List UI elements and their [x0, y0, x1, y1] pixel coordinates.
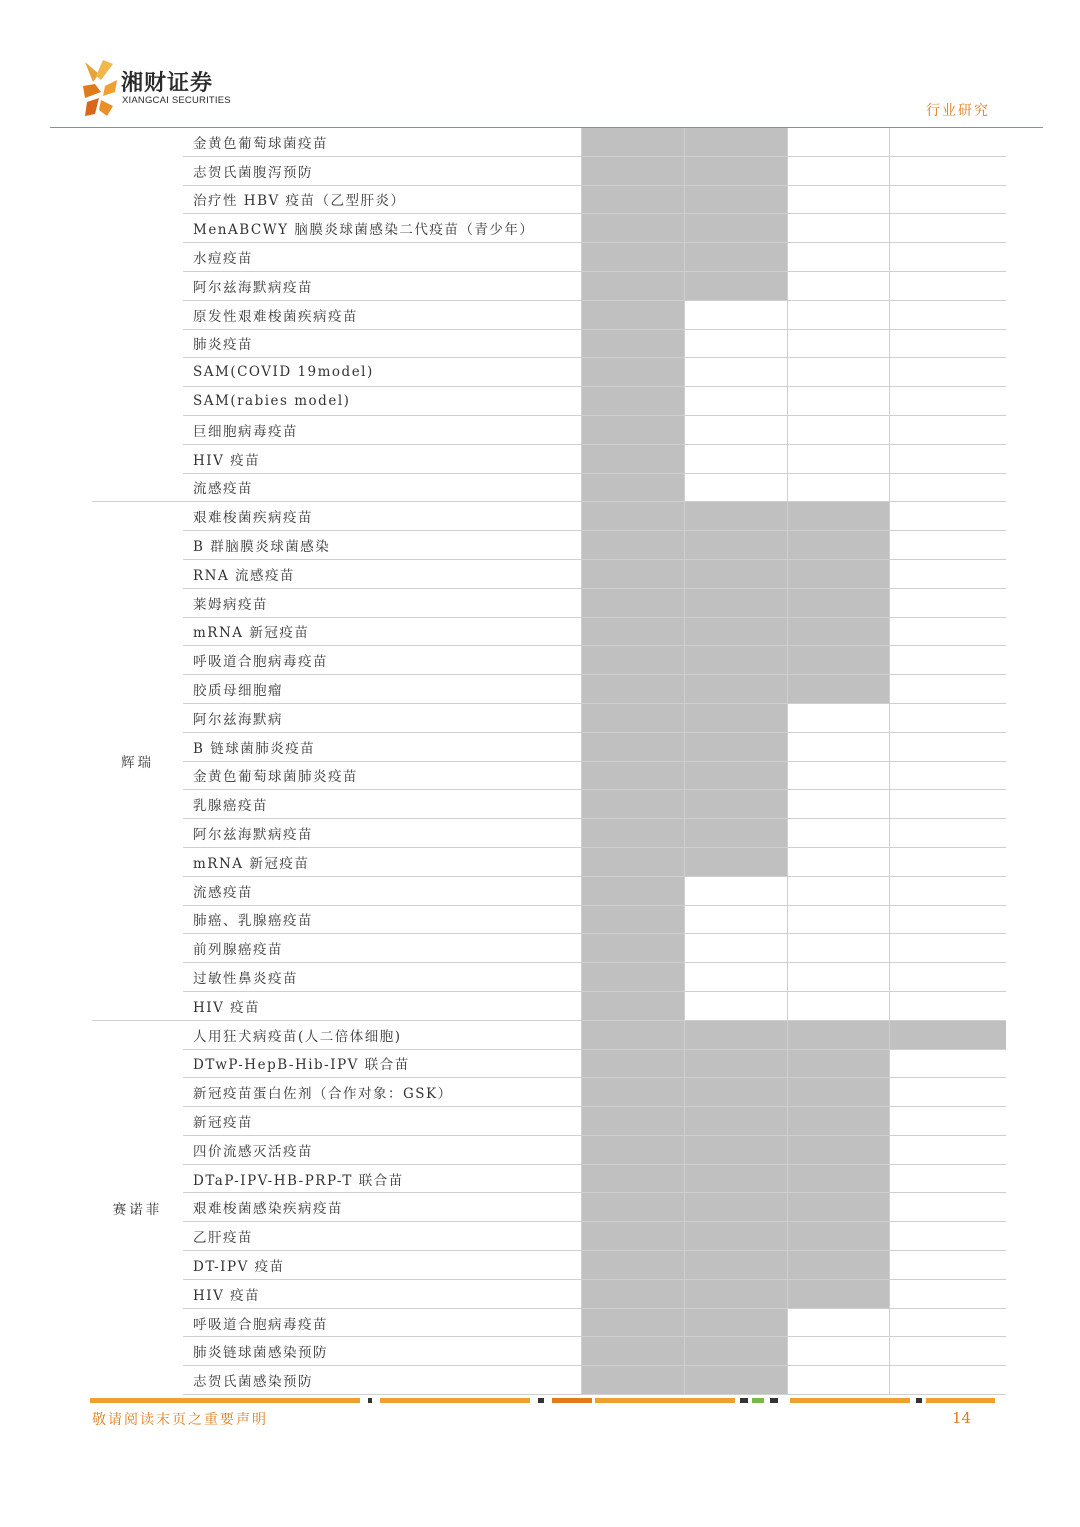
vaccine-name-cell: 乙肝疫苗 [183, 1222, 581, 1251]
vaccine-name-cell: 前列腺癌疫苗 [183, 934, 581, 963]
table-row [92, 1020, 1006, 1049]
stage-cell-3 [787, 905, 889, 934]
stage-cell-1 [581, 703, 684, 732]
vaccine-name-cell: 莱姆病疫苗 [183, 588, 581, 617]
footer-decorative-bar [90, 1398, 995, 1403]
stage-cell-3 [787, 1078, 889, 1107]
vaccine-name-cell: 过敏性鼻炎疫苗 [183, 963, 581, 992]
stage-cell-3 [787, 271, 889, 300]
stage-cell-2 [684, 329, 787, 358]
stage-cell-2 [684, 1222, 787, 1251]
stage-cell-2 [684, 185, 787, 214]
table-row [92, 300, 1006, 329]
vaccine-name-cell: DTwP-HepB-Hib-IPV 联合苗 [183, 1049, 581, 1078]
stage-cell-3 [787, 1279, 889, 1308]
table-row [92, 415, 1006, 444]
xiangcai-logo-icon [83, 58, 119, 118]
vaccine-name-cell: 治疗性 HBV 疫苗（乙型肝炎） [183, 185, 581, 214]
stage-cell-2 [684, 243, 787, 272]
stage-cell-4 [889, 1308, 1006, 1337]
table-row [92, 358, 1006, 387]
stage-cell-3 [787, 703, 889, 732]
logo-text-en: XIANGCAI SECURITIES [122, 95, 231, 106]
stage-cell-2 [684, 1337, 787, 1366]
stage-cell-1 [581, 559, 684, 588]
stage-cell-1 [581, 1135, 684, 1164]
stage-cell-3 [787, 559, 889, 588]
stage-cell-2 [684, 1366, 787, 1395]
stage-cell-1 [581, 444, 684, 473]
stage-cell-1 [581, 156, 684, 185]
table-row [92, 559, 1006, 588]
stage-cell-3 [787, 790, 889, 819]
footer-disclaimer: 敬请阅读末页之重要声明 [92, 1412, 268, 1428]
stage-cell-1 [581, 185, 684, 214]
vaccine-name-cell: 肺炎链球菌感染预防 [183, 1337, 581, 1366]
stage-cell-2 [684, 214, 787, 243]
stage-cell-3 [787, 531, 889, 560]
stage-cell-3 [787, 1308, 889, 1337]
stage-cell-4 [889, 415, 1006, 444]
stage-cell-3 [787, 934, 889, 963]
stage-cell-1 [581, 1049, 684, 1078]
company-cell: 辉瑞 [92, 502, 183, 1020]
table-row [92, 963, 1006, 992]
logo [83, 58, 233, 118]
vaccine-name-cell: RNA 流感疫苗 [183, 559, 581, 588]
stage-cell-1 [581, 1164, 684, 1193]
stage-cell-2 [684, 876, 787, 905]
stage-cell-4 [889, 646, 1006, 675]
stage-cell-2 [684, 1164, 787, 1193]
table-row [92, 675, 1006, 704]
stage-cell-2 [684, 1135, 787, 1164]
stage-cell-4 [889, 1078, 1006, 1107]
stage-cell-1 [581, 1107, 684, 1136]
stage-cell-3 [787, 963, 889, 992]
stage-cell-3 [787, 732, 889, 761]
vaccine-name-cell: 呼吸道合胞病毒疫苗 [183, 646, 581, 675]
stage-cell-3 [787, 1049, 889, 1078]
stage-cell-4 [889, 156, 1006, 185]
vaccine-name-cell: 原发性艰难梭菌疾病疫苗 [183, 300, 581, 329]
stage-cell-1 [581, 473, 684, 502]
table-row [92, 271, 1006, 300]
stage-cell-2 [684, 1251, 787, 1280]
vaccine-name-cell: 水痘疫苗 [183, 243, 581, 272]
stage-cell-3 [787, 1337, 889, 1366]
table-row [92, 329, 1006, 358]
stage-cell-1 [581, 1308, 684, 1337]
table-row [92, 1222, 1006, 1251]
stage-cell-2 [684, 156, 787, 185]
company-cell [92, 128, 183, 502]
table-row [92, 876, 1006, 905]
stage-cell-2 [684, 531, 787, 560]
vaccine-name-cell: 新冠疫苗 [183, 1107, 581, 1136]
vaccine-name-cell: 乳腺癌疫苗 [183, 790, 581, 819]
stage-cell-2 [684, 415, 787, 444]
stage-cell-2 [684, 905, 787, 934]
stage-cell-4 [889, 732, 1006, 761]
table-row [92, 819, 1006, 848]
vaccine-name-cell: 肺炎疫苗 [183, 329, 581, 358]
stage-cell-1 [581, 300, 684, 329]
stage-cell-1 [581, 415, 684, 444]
stage-cell-1 [581, 329, 684, 358]
stage-cell-3 [787, 214, 889, 243]
vaccine-name-cell: 阿尔兹海默病疫苗 [183, 819, 581, 848]
stage-cell-4 [889, 1193, 1006, 1222]
vaccine-pipeline-table [92, 128, 1006, 1395]
stage-cell-3 [787, 387, 889, 416]
stage-cell-2 [684, 271, 787, 300]
stage-cell-4 [889, 559, 1006, 588]
stage-cell-4 [889, 502, 1006, 531]
stage-cell-1 [581, 646, 684, 675]
stage-cell-4 [889, 819, 1006, 848]
stage-cell-4 [889, 617, 1006, 646]
table-row [92, 1107, 1006, 1136]
stage-cell-2 [684, 732, 787, 761]
stage-cell-4 [889, 934, 1006, 963]
stage-cell-2 [684, 819, 787, 848]
vaccine-name-cell: 艰难梭菌疾病疫苗 [183, 502, 581, 531]
stage-cell-3 [787, 243, 889, 272]
vaccine-name-cell: SAM(rabies model) [183, 387, 581, 416]
stage-cell-2 [684, 128, 787, 156]
vaccine-name-cell: HIV 疫苗 [183, 444, 581, 473]
stage-cell-1 [581, 819, 684, 848]
stage-cell-2 [684, 444, 787, 473]
stage-cell-3 [787, 1366, 889, 1395]
stage-cell-2 [684, 559, 787, 588]
stage-cell-1 [581, 790, 684, 819]
stage-cell-3 [787, 185, 889, 214]
stage-cell-3 [787, 1164, 889, 1193]
stage-cell-4 [889, 703, 1006, 732]
stage-cell-4 [889, 905, 1006, 934]
stage-cell-2 [684, 617, 787, 646]
table-row [92, 905, 1006, 934]
stage-cell-2 [684, 934, 787, 963]
stage-cell-4 [889, 761, 1006, 790]
vaccine-name-cell: 肺癌、乳腺癌疫苗 [183, 905, 581, 934]
stage-cell-1 [581, 531, 684, 560]
vaccine-name-cell: 阿尔兹海默病疫苗 [183, 271, 581, 300]
table-row [92, 387, 1006, 416]
stage-cell-3 [787, 876, 889, 905]
stage-cell-1 [581, 128, 684, 156]
vaccine-name-cell: mRNA 新冠疫苗 [183, 617, 581, 646]
table-row [92, 473, 1006, 502]
stage-cell-4 [889, 185, 1006, 214]
stage-cell-2 [684, 761, 787, 790]
vaccine-name-cell: 志贺氏菌感染预防 [183, 1366, 581, 1395]
stage-cell-2 [684, 1193, 787, 1222]
stage-cell-4 [889, 991, 1006, 1020]
table-row [92, 703, 1006, 732]
table-row [92, 185, 1006, 214]
vaccine-name-cell: HIV 疫苗 [183, 991, 581, 1020]
stage-cell-2 [684, 1078, 787, 1107]
section-label: 行业研究 [926, 103, 990, 119]
table-row [92, 531, 1006, 560]
stage-cell-1 [581, 1337, 684, 1366]
stage-cell-3 [787, 761, 889, 790]
table-row [92, 1337, 1006, 1366]
stage-cell-4 [889, 271, 1006, 300]
page-number: 14 [952, 1409, 972, 1427]
stage-cell-1 [581, 387, 684, 416]
stage-cell-1 [581, 1193, 684, 1222]
stage-cell-3 [787, 1107, 889, 1136]
stage-cell-2 [684, 588, 787, 617]
table-row [92, 1366, 1006, 1395]
vaccine-name-cell: SAM(COVID 19model) [183, 358, 581, 387]
stage-cell-3 [787, 1251, 889, 1280]
table-row [92, 646, 1006, 675]
stage-cell-1 [581, 675, 684, 704]
vaccine-name-cell: 巨细胞病毒疫苗 [183, 415, 581, 444]
vaccine-name-cell: 志贺氏菌腹泻预防 [183, 156, 581, 185]
stage-cell-1 [581, 1020, 684, 1049]
stage-cell-1 [581, 1366, 684, 1395]
stage-cell-3 [787, 502, 889, 531]
table-row [92, 128, 1006, 156]
stage-cell-3 [787, 588, 889, 617]
stage-cell-4 [889, 300, 1006, 329]
stage-cell-4 [889, 128, 1006, 156]
vaccine-name-cell: 流感疫苗 [183, 473, 581, 502]
stage-cell-1 [581, 732, 684, 761]
stage-cell-2 [684, 1107, 787, 1136]
stage-cell-2 [684, 991, 787, 1020]
stage-cell-1 [581, 1222, 684, 1251]
stage-cell-2 [684, 675, 787, 704]
stage-cell-4 [889, 1049, 1006, 1078]
stage-cell-4 [889, 1107, 1006, 1136]
stage-cell-4 [889, 1135, 1006, 1164]
stage-cell-4 [889, 1251, 1006, 1280]
stage-cell-3 [787, 329, 889, 358]
stage-cell-4 [889, 588, 1006, 617]
vaccine-name-cell: 胶质母细胞瘤 [183, 675, 581, 704]
stage-cell-4 [889, 531, 1006, 560]
stage-cell-3 [787, 473, 889, 502]
table-row [92, 1251, 1006, 1280]
vaccine-name-cell: 人用狂犬病疫苗(人二倍体细胞) [183, 1020, 581, 1049]
stage-cell-4 [889, 1366, 1006, 1395]
table-row [92, 1078, 1006, 1107]
table-row [92, 617, 1006, 646]
table-row [92, 991, 1006, 1020]
stage-cell-4 [889, 876, 1006, 905]
stage-cell-1 [581, 1279, 684, 1308]
stage-cell-2 [684, 300, 787, 329]
stage-cell-1 [581, 934, 684, 963]
stage-cell-2 [684, 358, 787, 387]
table-row [92, 502, 1006, 531]
stage-cell-1 [581, 588, 684, 617]
vaccine-name-cell: 四价流感灭活疫苗 [183, 1135, 581, 1164]
table-row [92, 1135, 1006, 1164]
stage-cell-2 [684, 646, 787, 675]
stage-cell-3 [787, 819, 889, 848]
stage-cell-2 [684, 790, 787, 819]
table-row [92, 1193, 1006, 1222]
stage-cell-4 [889, 1279, 1006, 1308]
stage-cell-3 [787, 358, 889, 387]
stage-cell-2 [684, 502, 787, 531]
stage-cell-1 [581, 991, 684, 1020]
vaccine-name-cell: 新冠疫苗蛋白佐剂（合作对象：GSK） [183, 1078, 581, 1107]
stage-cell-1 [581, 214, 684, 243]
stage-cell-3 [787, 847, 889, 876]
stage-cell-2 [684, 1279, 787, 1308]
stage-cell-1 [581, 358, 684, 387]
stage-cell-4 [889, 243, 1006, 272]
stage-cell-4 [889, 444, 1006, 473]
table-row [92, 761, 1006, 790]
table-row [92, 1308, 1006, 1337]
stage-cell-2 [684, 703, 787, 732]
stage-cell-4 [889, 675, 1006, 704]
vaccine-name-cell: DT-IPV 疫苗 [183, 1251, 581, 1280]
stage-cell-3 [787, 1020, 889, 1049]
stage-cell-2 [684, 1049, 787, 1078]
table-row [92, 588, 1006, 617]
stage-cell-4 [889, 1222, 1006, 1251]
vaccine-name-cell: MenABCWY 脑膜炎球菌感染二代疫苗（青少年） [183, 214, 581, 243]
vaccine-name-cell: DTaP-IPV-HB-PRP-T 联合苗 [183, 1164, 581, 1193]
vaccine-name-cell: mRNA 新冠疫苗 [183, 847, 581, 876]
table-row [92, 847, 1006, 876]
stage-cell-1 [581, 271, 684, 300]
stage-cell-3 [787, 444, 889, 473]
vaccine-name-cell: 金黄色葡萄球菌疫苗 [183, 128, 581, 156]
stage-cell-4 [889, 214, 1006, 243]
stage-cell-3 [787, 1222, 889, 1251]
stage-cell-4 [889, 847, 1006, 876]
stage-cell-4 [889, 473, 1006, 502]
table-row [92, 214, 1006, 243]
vaccine-name-cell: B 群脑膜炎球菌感染 [183, 531, 581, 560]
table-row [92, 243, 1006, 272]
vaccine-name-cell: HIV 疫苗 [183, 1279, 581, 1308]
stage-cell-4 [889, 963, 1006, 992]
table-row [92, 1049, 1006, 1078]
vaccine-name-cell: 流感疫苗 [183, 876, 581, 905]
stage-cell-2 [684, 847, 787, 876]
stage-cell-4 [889, 358, 1006, 387]
stage-cell-4 [889, 387, 1006, 416]
stage-cell-1 [581, 1078, 684, 1107]
vaccine-name-cell: 金黄色葡萄球菌肺炎疫苗 [183, 761, 581, 790]
table-row [92, 732, 1006, 761]
stage-cell-3 [787, 156, 889, 185]
stage-cell-3 [787, 415, 889, 444]
stage-cell-4 [889, 1164, 1006, 1193]
stage-cell-1 [581, 905, 684, 934]
stage-cell-1 [581, 617, 684, 646]
stage-cell-3 [787, 617, 889, 646]
stage-cell-2 [684, 1020, 787, 1049]
stage-cell-4 [889, 1020, 1006, 1049]
stage-cell-2 [684, 473, 787, 502]
stage-cell-3 [787, 128, 889, 156]
vaccine-name-cell: 呼吸道合胞病毒疫苗 [183, 1308, 581, 1337]
stage-cell-1 [581, 847, 684, 876]
vaccine-name-cell: B 链球菌肺炎疫苗 [183, 732, 581, 761]
table-row [92, 1279, 1006, 1308]
stage-cell-3 [787, 1135, 889, 1164]
stage-cell-3 [787, 300, 889, 329]
logo-text-cn: 湘财证券 [121, 71, 214, 96]
stage-cell-2 [684, 1308, 787, 1337]
table-row [92, 1164, 1006, 1193]
table-row [92, 156, 1006, 185]
stage-cell-3 [787, 1193, 889, 1222]
table-row [92, 444, 1006, 473]
stage-cell-1 [581, 876, 684, 905]
stage-cell-4 [889, 1337, 1006, 1366]
table-row [92, 790, 1006, 819]
stage-cell-1 [581, 963, 684, 992]
stage-cell-1 [581, 761, 684, 790]
company-cell: 赛诺菲 [112, 1201, 163, 1218]
vaccine-name-cell: 阿尔兹海默病 [183, 703, 581, 732]
stage-cell-2 [684, 387, 787, 416]
stage-cell-1 [581, 243, 684, 272]
vaccine-name-cell: 艰难梭菌感染疾病疫苗 [183, 1193, 581, 1222]
stage-cell-3 [787, 991, 889, 1020]
stage-cell-4 [889, 329, 1006, 358]
stage-cell-3 [787, 646, 889, 675]
stage-cell-1 [581, 1251, 684, 1280]
stage-cell-4 [889, 790, 1006, 819]
table-row [92, 934, 1006, 963]
stage-cell-2 [684, 963, 787, 992]
stage-cell-3 [787, 675, 889, 704]
stage-cell-1 [581, 502, 684, 531]
